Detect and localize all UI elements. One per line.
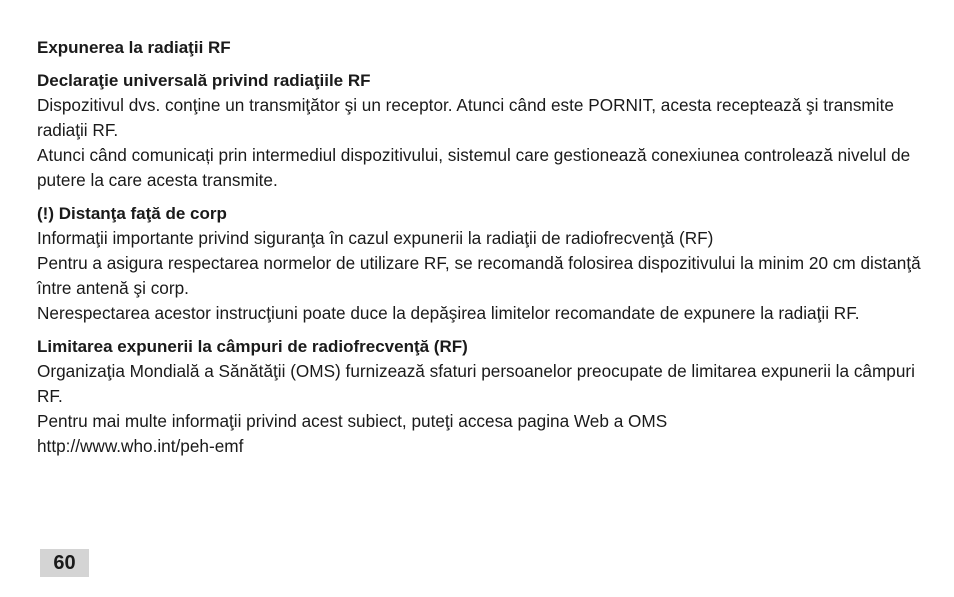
paragraph: Nerespectarea acestor instrucţiuni poate duce la depăşirea limitelor recomandate de expunere la radiaţii RF. <box>37 303 860 323</box>
paragraph: Pentru mai multe informaţii privind acest subiect, puteţi accesa pagina Web a OMS <box>37 411 668 431</box>
page-title: Expunerea la radiaţii RF <box>37 38 231 57</box>
section-heading: Declaraţie universală privind radiaţiile RF <box>37 71 371 90</box>
section-universal-statement <box>37 69 932 193</box>
paragraph: Atunci când comunicați prin intermediul dispozitivului, sistemul care gestionează conexiunea controlează nivelul de putere la care acesta transmite. <box>37 145 911 190</box>
paragraph: Organizaţia Mondială a Sănătăţii (OMS) furnizează sfaturi persoanelor preocupate de limitarea expunerii la câmpuri RF. <box>37 361 915 406</box>
section-heading: (!) Distanţa faţă de corp <box>37 204 227 223</box>
who-url: http://www.who.int/peh-emf <box>37 436 244 456</box>
paragraph: Dispozitivul dvs. conţine un transmiţător şi un receptor. Atunci când este PORNIT, acesta recepteazǎ şi transmite radiaţii RF. <box>37 95 894 140</box>
page-number: 60 <box>40 549 89 577</box>
section-heading: Limitarea expunerii la câmpuri de radiofrecvenţă (RF) <box>37 337 468 356</box>
paragraph: Pentru a asigura respectarea normelor de utilizare RF, se recomandă folosirea dispozitivului la minim 20 cm distanţă între antenă şi corp. <box>37 253 921 298</box>
document-body <box>37 36 932 468</box>
section-body-distance <box>37 202 932 326</box>
section-limiting-exposure <box>37 335 932 459</box>
paragraph: Informaţii importante privind siguranţa în cazul expunerii la radiaţii de radiofrecvenţă (RF) <box>37 228 714 248</box>
